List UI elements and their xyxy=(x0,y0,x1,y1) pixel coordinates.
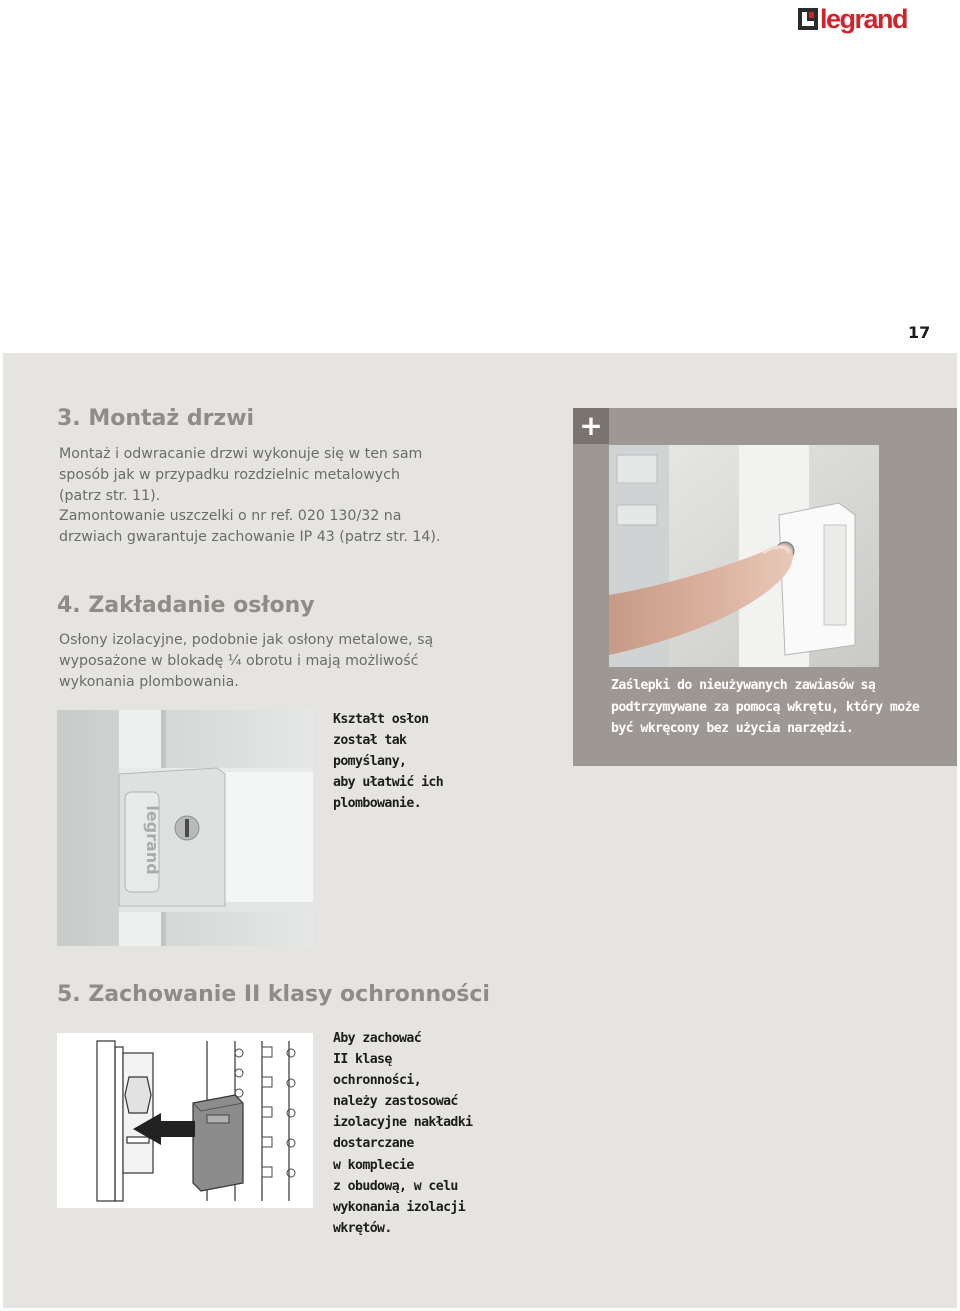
plus-icon: + xyxy=(573,408,609,444)
hinge-plug-photo xyxy=(609,445,879,667)
section-4-title: 4. Zakładanie osłony xyxy=(57,593,315,618)
section-4-text: Osłony izolacyjne, podobnie jak osłony metalowe, są wyposażone w blokadę ¼ obrotu i mają możliwość wykonania plombowania. xyxy=(59,632,434,690)
screw-cover-diagram xyxy=(57,1033,313,1208)
section-5-title: 5. Zachowanie II klasy ochronności xyxy=(57,982,490,1007)
cover-lock-photo xyxy=(57,710,313,946)
section-3-title: 3. Montaż drzwi xyxy=(57,406,255,431)
tip-caption: Zaślepki do nieużywanych zawiasów są podtrzymywane za pomocą wkrętu, który może być wkręcony bez użycia narzędzi. xyxy=(611,678,920,736)
section-4-caption: Kształt osłon został tak pomyślany, aby ułatwić ich plombowanie. xyxy=(333,712,444,812)
legrand-mark-icon xyxy=(798,8,818,30)
legrand-logo xyxy=(798,4,910,34)
svg-text:legrand: legrand xyxy=(143,805,162,875)
section-3-text: Montaż i odwracanie drzwi wykonuje się w ten sam sposób jak w przypadku rozdzielnic metalowych (patrz str. 11). Zamontowanie uszczelki o nr ref. 020 130/32 na drzwiach gwarantuje zachowanie IP 43 (patrz str. 14). xyxy=(59,446,441,546)
page-number: 17 xyxy=(908,323,931,342)
logo-text: legrand xyxy=(820,4,908,34)
section-5-caption: Aby zachować II klasę ochronności, należy zastosować izolacyjne nakładki dostarczane w komplecie z obudową, w celu wykonania izolacji wkrętów. xyxy=(333,1031,473,1236)
